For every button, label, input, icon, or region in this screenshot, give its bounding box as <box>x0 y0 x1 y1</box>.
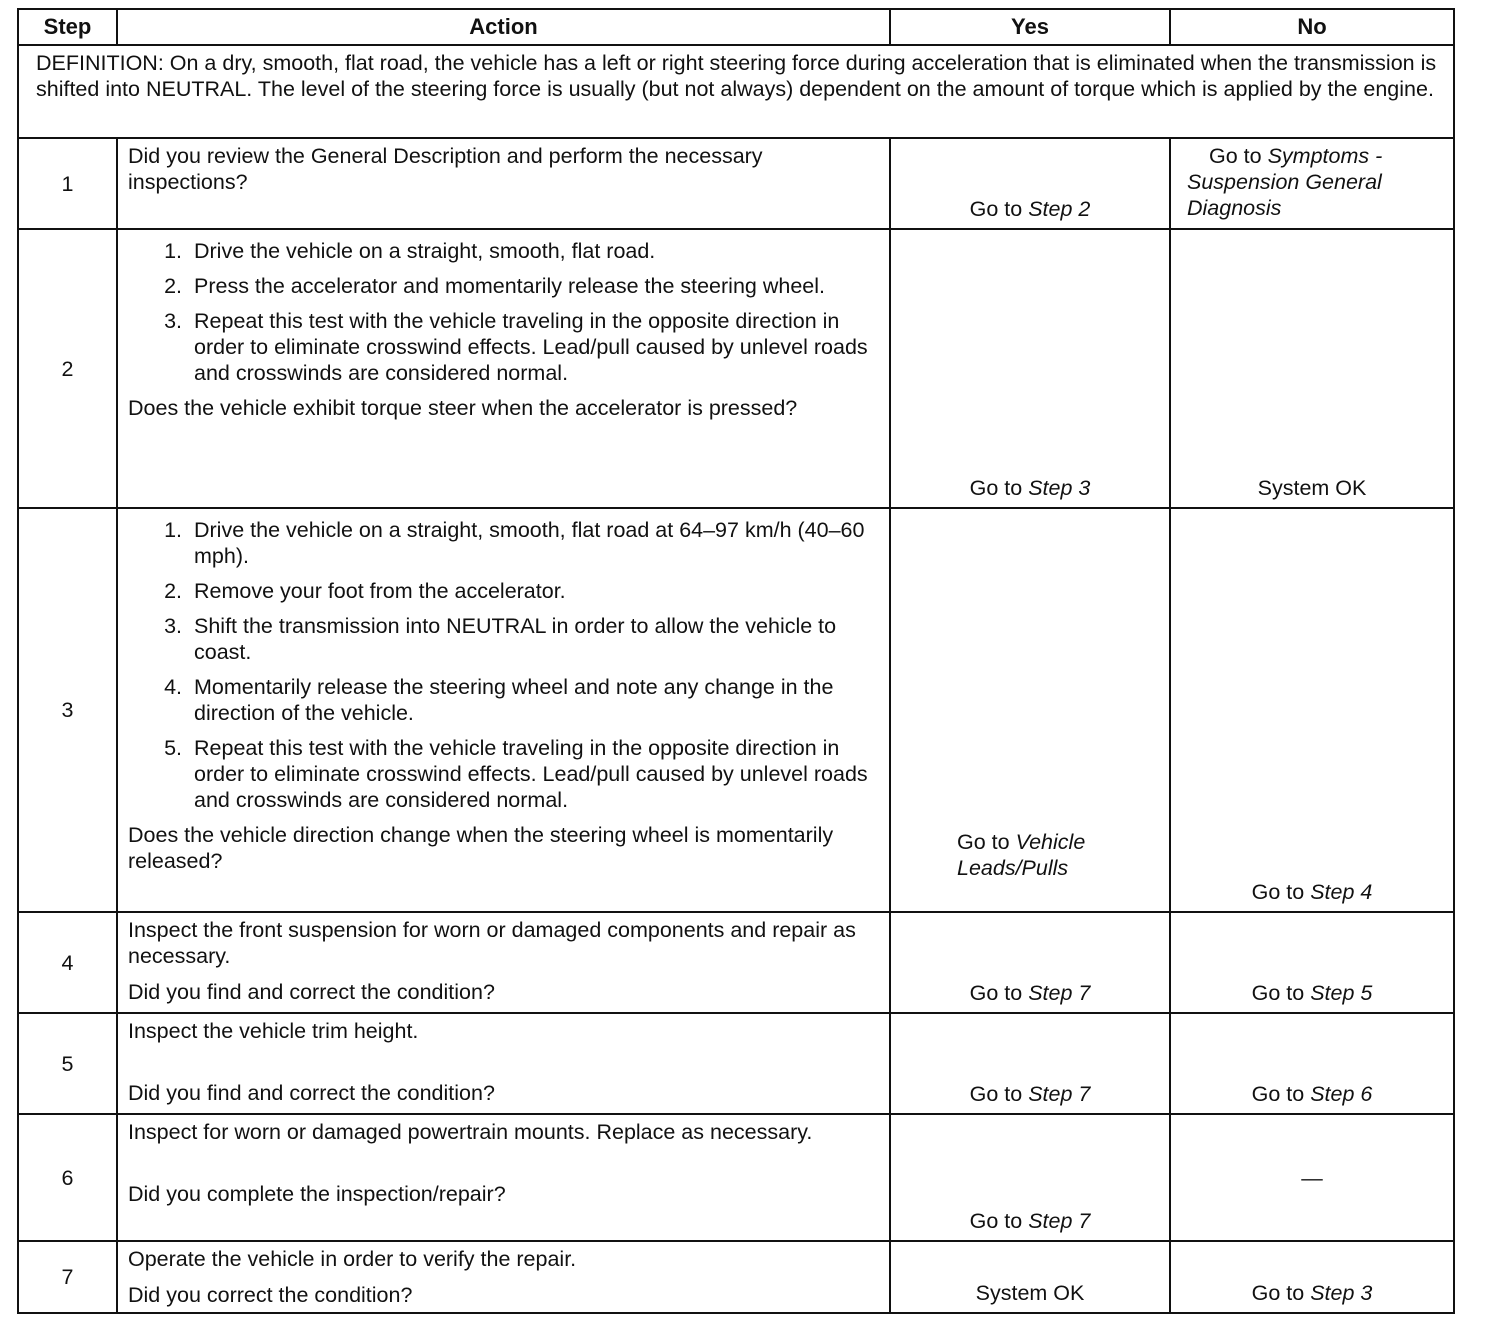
header-no: No <box>1170 9 1454 45</box>
yes-link[interactable]: Step 7 <box>1028 1082 1091 1106</box>
table-row <box>18 229 1454 508</box>
question-text: Did you find and correct the condition? <box>128 1081 495 1105</box>
yes-prefix: Go to <box>969 476 1029 500</box>
instruction-text: Inspect the front suspension for worn or damaged components and repair as necessary. <box>128 918 856 968</box>
step-number: 3 <box>18 508 117 912</box>
no-cell <box>1170 912 1454 1013</box>
header-action: Action <box>117 9 890 45</box>
instruction-text: Inspect for worn or damaged powertrain mounts. Replace as necessary. <box>128 1120 813 1144</box>
question-text: Does the vehicle direction change when the steering wheel is momentarily released? <box>128 823 834 873</box>
diagnostic-table <box>17 8 1455 1314</box>
no-link[interactable]: Step 3 <box>1310 1281 1373 1305</box>
yes-cell <box>890 508 1170 912</box>
yes-cell <box>890 1013 1170 1114</box>
yes-prefix: System OK <box>975 1281 1085 1305</box>
header-yes: Yes <box>890 9 1170 45</box>
list-item: 1. Drive the vehicle on a straight, smooth, flat road. <box>188 238 879 264</box>
action-cell <box>117 229 890 508</box>
yes-link[interactable]: Step 7 <box>1028 1209 1091 1233</box>
no-cell <box>1170 1013 1454 1114</box>
yes-prefix: Go to <box>969 1082 1029 1106</box>
no-link[interactable]: Step 6 <box>1310 1082 1373 1106</box>
no-link[interactable]: Step 5 <box>1310 981 1373 1005</box>
definition-text: DEFINITION: On a dry, smooth, flat road, the vehicle has a left or right steering force during acceleration that is eliminated when the transmission is shifted into NEUTRAL. The level of the steering force is usually (but not always) dependent on the amount of torque which is applied by the engine. <box>18 45 1454 138</box>
yes-cell <box>890 1114 1170 1241</box>
yes-prefix: Go to <box>957 830 1016 854</box>
table-row <box>18 1013 1454 1114</box>
table-row <box>18 912 1454 1013</box>
no-prefix: Go to <box>1251 981 1311 1005</box>
no-cell <box>1170 1241 1454 1313</box>
action-cell <box>117 1241 890 1313</box>
yes-link[interactable]: Step 7 <box>1028 981 1091 1005</box>
step-number: 6 <box>18 1114 117 1241</box>
list-item: 5. Repeat this test with the vehicle traveling in the opposite direction in order to eliminate crosswind effects. Lead/pull caused by unlevel roads and crosswinds are considered normal. <box>188 735 879 813</box>
yes-cell <box>890 138 1170 229</box>
table-row <box>18 138 1454 229</box>
no-cell <box>1170 508 1454 912</box>
question-text: Did you correct the condition? <box>128 1283 413 1307</box>
step-number: 7 <box>18 1241 117 1313</box>
no-cell <box>1170 138 1454 229</box>
no-prefix: System OK <box>1257 476 1367 500</box>
yes-prefix: Go to <box>969 1209 1029 1233</box>
no-prefix: Go to <box>1251 1082 1311 1106</box>
question-text: Did you review the General Description and perform the necessary inspections? <box>128 144 763 194</box>
header-step: Step <box>18 9 117 45</box>
action-cell <box>117 1114 890 1241</box>
no-prefix: Go to <box>1251 880 1311 904</box>
instruction-text: Inspect the vehicle trim height. <box>128 1019 419 1043</box>
step-number: 2 <box>18 229 117 508</box>
question-text: Did you complete the inspection/repair? <box>128 1182 506 1206</box>
action-cell <box>117 1013 890 1114</box>
yes-link[interactable]: Vehicle Leads/Pulls <box>957 830 1086 880</box>
list-item: 1. Drive the vehicle on a straight, smooth, flat road at 64–97 km/h (40–60 mph). <box>188 517 879 569</box>
definition-row <box>18 45 1454 138</box>
question-text: Does the vehicle exhibit torque steer when the accelerator is pressed? <box>128 396 798 420</box>
yes-cell <box>890 229 1170 508</box>
action-cell <box>117 138 890 229</box>
step-number: 4 <box>18 912 117 1013</box>
yes-prefix: Go to <box>969 981 1029 1005</box>
step-number: 5 <box>18 1013 117 1114</box>
no-prefix: — <box>1301 1165 1323 1190</box>
table-row <box>18 508 1454 912</box>
action-cell <box>117 508 890 912</box>
header-row <box>18 9 1454 45</box>
yes-link[interactable]: Step 2 <box>1028 197 1091 221</box>
list-item: 2. Press the accelerator and momentarily release the steering wheel. <box>188 273 879 299</box>
table-row <box>18 1241 1454 1313</box>
no-link[interactable]: Symptoms - Suspension General Diagnosis <box>1187 144 1383 220</box>
no-cell <box>1170 1114 1454 1241</box>
list-item: 3. Repeat this test with the vehicle traveling in the opposite direction in order to eliminate crosswind effects. Lead/pull caused by unlevel roads and crosswinds are considered normal. <box>188 308 879 386</box>
yes-cell <box>890 912 1170 1013</box>
no-prefix: Go to <box>1251 1281 1311 1305</box>
action-list <box>128 517 879 813</box>
list-item: 2. Remove your foot from the accelerator. <box>188 578 879 604</box>
action-cell <box>117 912 890 1013</box>
no-prefix: Go to <box>1209 144 1268 168</box>
list-item: 4. Momentarily release the steering wheel and note any change in the direction of the vehicle. <box>188 674 879 726</box>
yes-link[interactable]: Step 3 <box>1028 476 1091 500</box>
no-link[interactable]: Step 4 <box>1310 880 1373 904</box>
yes-prefix: Go to <box>969 197 1029 221</box>
action-list <box>128 238 879 386</box>
list-item: 3. Shift the transmission into NEUTRAL in order to allow the vehicle to coast. <box>188 613 879 665</box>
no-cell <box>1170 229 1454 508</box>
step-number: 1 <box>18 138 117 229</box>
instruction-text: Operate the vehicle in order to verify the repair. <box>128 1247 577 1271</box>
question-text: Did you find and correct the condition? <box>128 980 495 1004</box>
table-row <box>18 1114 1454 1241</box>
yes-cell <box>890 1241 1170 1313</box>
